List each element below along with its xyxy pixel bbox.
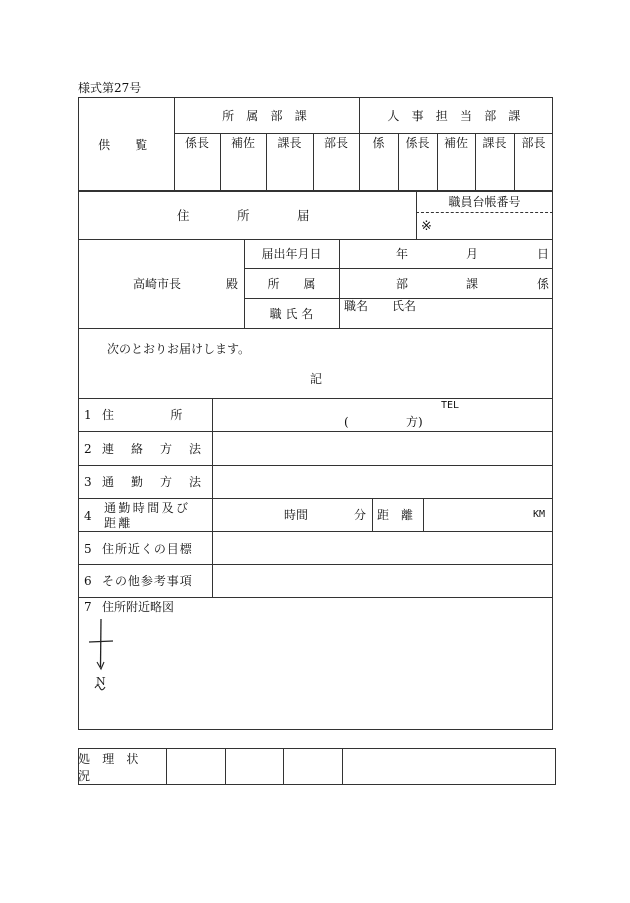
item-number: 2 xyxy=(84,442,92,456)
item-number: 4 xyxy=(84,509,92,523)
form-number: 様式第27号 xyxy=(78,81,142,95)
tel-paren-open: ( xyxy=(344,415,349,429)
addressee-name: 高崎市長 xyxy=(133,277,182,291)
intro-text: 次のとおりお届けします。 xyxy=(107,342,251,356)
date-label: 届出年月日 xyxy=(261,247,322,261)
hr-header: 人 事 担 当 部 課 xyxy=(387,108,525,123)
processing-label: 処 理 状 況 xyxy=(78,751,143,783)
item-number: 6 xyxy=(84,574,92,588)
dept-kakari: 係 xyxy=(537,277,550,291)
item-number: 7 xyxy=(84,600,92,614)
time-label-line1: 通勤時間及び xyxy=(104,501,191,515)
date-day: 日 xyxy=(537,247,550,261)
date-month: 月 xyxy=(466,247,479,261)
contact-label: 連 絡 方 法 xyxy=(102,442,208,456)
hr-role-cell: 部長 xyxy=(521,136,546,150)
hr-role-cell: 補佐 xyxy=(443,136,468,150)
affiliation-role-cell: 補佐 xyxy=(230,136,255,150)
name-suffix: 氏名 xyxy=(392,299,417,313)
hr-role-cell: 係 xyxy=(372,136,385,150)
dept-label: 所 属 xyxy=(267,277,316,291)
affiliation-header: 所 属 部 課 xyxy=(222,108,311,123)
tel-paren-close: 方) xyxy=(406,415,423,429)
name-prefix: 職名 xyxy=(344,299,369,313)
landmark-label: 住所近くの目標 xyxy=(102,542,193,556)
addressee-honorific: 殿 xyxy=(226,277,239,291)
time-minutes: 分 xyxy=(354,508,367,522)
item-number: 5 xyxy=(84,542,92,556)
map-label: 住所附近略図 xyxy=(102,600,175,614)
dept-bu: 部 xyxy=(396,277,409,291)
north-arrow-icon xyxy=(86,615,118,695)
hr-role-cell: 係長 xyxy=(405,136,430,150)
tel-label: TEL xyxy=(441,400,460,411)
form-title: 住 所 届 xyxy=(176,208,317,223)
name-label: 職 氏 名 xyxy=(269,307,314,321)
affiliation-role-cell: 課長 xyxy=(277,136,302,150)
item-number: 3 xyxy=(84,475,92,489)
commute-label: 通 勤 方 法 xyxy=(102,475,208,489)
date-year: 年 xyxy=(396,247,409,261)
time-hours: 時間 xyxy=(284,508,309,522)
dept-ka: 課 xyxy=(466,277,479,291)
time-label-line2: 距離 xyxy=(104,516,133,530)
staff-ledger-label: 職員台帳番号 xyxy=(448,195,521,209)
review-label: 供 覧 xyxy=(98,138,154,152)
address-label: 住 所 xyxy=(102,408,194,422)
other-label: その他参考事項 xyxy=(102,574,193,588)
distance-unit: KM xyxy=(533,509,546,520)
hr-role-cell: 課長 xyxy=(482,136,507,150)
ki-mark: 記 xyxy=(310,372,323,386)
distance-label: 距 離 xyxy=(377,508,414,522)
main-form xyxy=(78,190,553,730)
affiliation-role-cell: 部長 xyxy=(323,136,348,150)
affiliation-role-cell: 係長 xyxy=(184,136,209,150)
staff-ledger-mark: ※ xyxy=(421,219,432,234)
north-mark: N xyxy=(96,675,106,688)
item-number: 1 xyxy=(84,408,92,422)
